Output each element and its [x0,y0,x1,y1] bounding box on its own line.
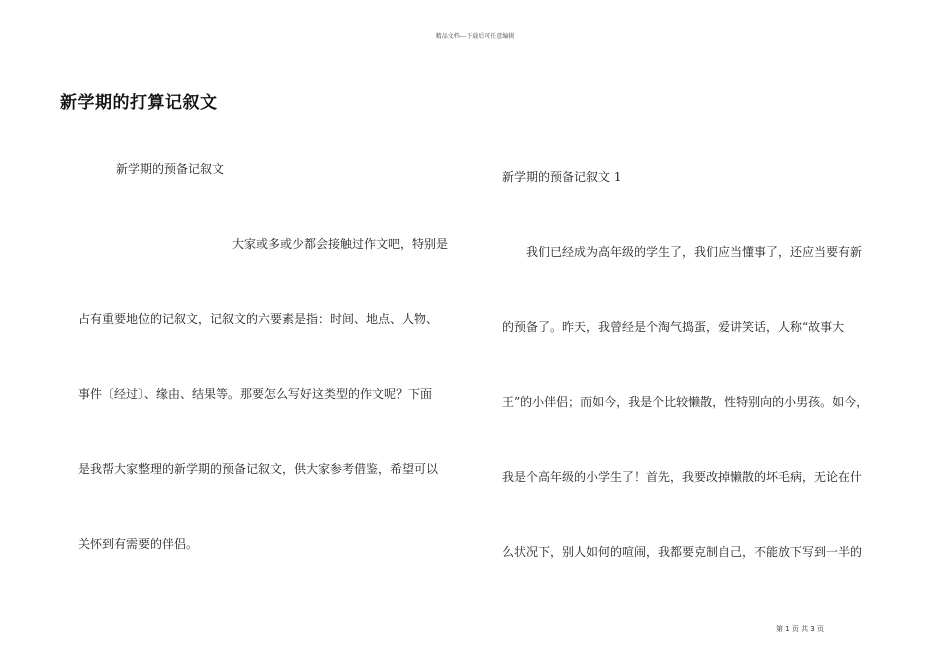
left-column-line: 关怀到有需要的伴侣。 [78,537,199,551]
document-title: 新学期的打算记叙文 [60,93,218,113]
right-column-line: 我们已经成为高年级的学生了，我们应当懂事了，还应当要有新 [526,245,863,259]
left-column-subtitle: 新学期的预备记叙文 [116,162,225,176]
right-column-line: 王”的小伴侣；而如今，我是个比较懒散，性特别向的小男孩。如今， [502,395,869,409]
right-column-line: 我是个高年级的小学生了！首先，我要改掉懒散的坏毛病，无论在什 [502,470,863,484]
right-column-line: 的预备了。昨天，我曾经是个淘气捣蛋，爱讲笑话，人称“故事大 [502,320,845,334]
left-column-line: 是我帮大家整理的新学期的预备记叙文，供大家参考借鉴，希望可以 [78,462,439,476]
right-column-heading: 新学期的预备记叙文 1 [502,170,622,184]
page-footer-page-number: 第 1 页 共 3 页 [776,625,825,633]
left-column-line: 占有重要地位的记叙文，记叙文的六要素是指：时间、地点、人物、 [78,312,439,326]
left-column-line: 大家或多或少都会接触过作文吧，特别是 [232,237,449,251]
left-column-line: 事件〔经过〕、缘由、结果等。那要怎么写好这类型的作文呢？下面 [78,387,433,401]
right-column-line: 么状况下，别人如何的喧闹，我都要克制自己，不能放下写到一半的 [502,545,863,559]
page-header-note: 精品文档---下载后可任意编辑 [435,33,515,40]
